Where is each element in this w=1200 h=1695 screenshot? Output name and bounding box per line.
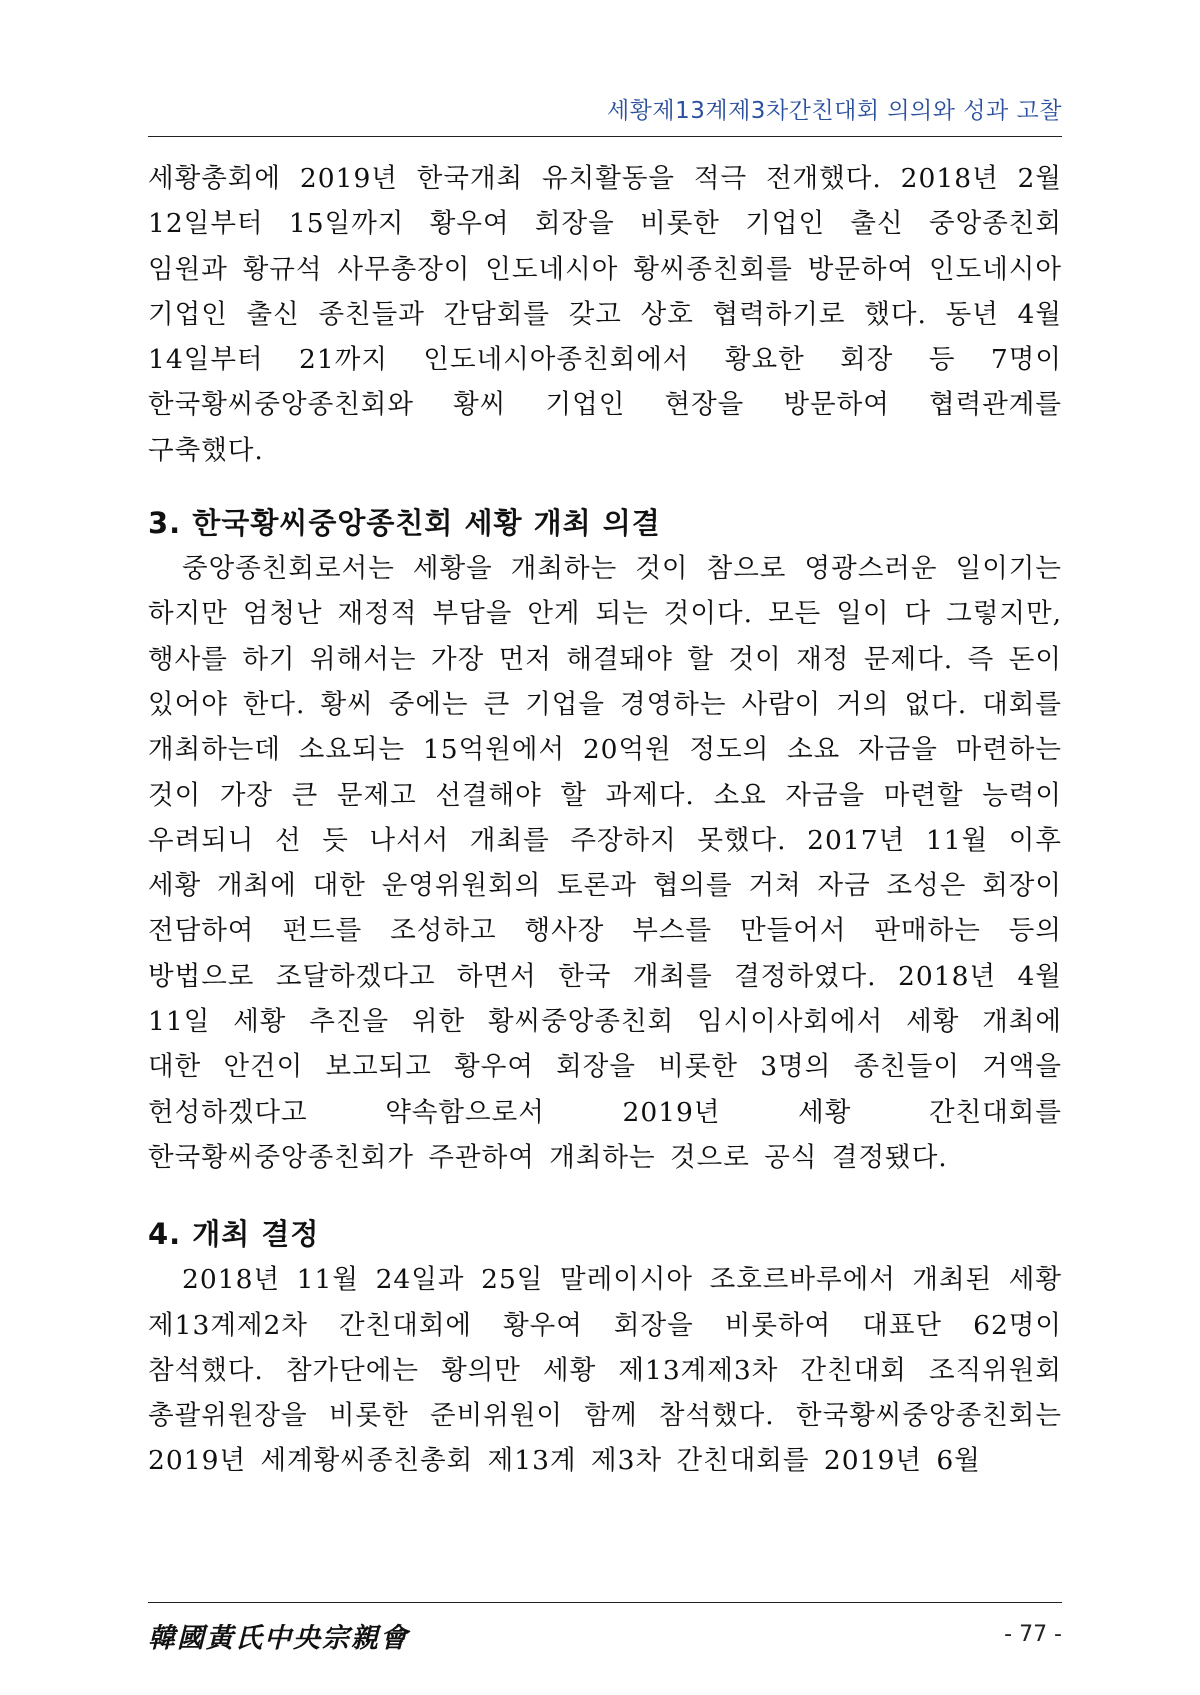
page-body <box>148 156 1062 1484</box>
footer-divider <box>148 1602 1062 1603</box>
running-header-title: 세황제13계제3차간친대회 의의와 성과 고찰 <box>606 98 1062 124</box>
section-3-paragraph: 중앙종친회로서는 세황을 개최하는 것이 참으로 영광스러운 일이기는 하지만 엄청난 재정적 부담을 안게 되는 것이다. 모든 일이 다 그렇지만, 행사를 하기 위해서는 가장 먼저 해결돼야 할 것이 재정 문제다. 즉 돈이 있어야 한다. 황씨 중에는 큰 기업을 경영하는 사람이 거의 없다. 대회를 개최하는데 소요되는 15억원에서 20억원 정도의 소요 자금을 마련하는 것이 가장 큰 문제고 선결해야 할 과제다. 소요 자금을 마련할 능력이 우려되니 선 듯 나서서 개최를 주장하지 못했다. 2017년 11월 이후 세황 개최에 대한 운영위원회의 토론과 협의를 거쳐 자금 조성은 회장이 전담하여 펀드를 조성하고 행사장 부스를 만들어서 판매하는 등의 방법으로 조달하겠다고 하면서 한국 개최를 결정하였다. 2018년 4월 11일 세황 추진을 위한 황씨중앙종친회 임시이사회에서 세황 개최에 대한 안건이 보고되고 황우여 회장을 비롯한 3명의 종친들이 거액을 헌성하겠다고 약속함으로서 2019년 세황 간친대회를 한국황씨중앙종친회가 주관하여 개최하는 것으로 공식 결정됐다. <box>148 553 1062 1173</box>
intro-paragraph: 세황총회에 2019년 한국개최 유치활동을 적극 전개했다. 2018년 2월 12일부터 15일까지 황우여 회장을 비롯한 기업인 출신 중앙종친회 임원과 황규석 사무총장이 인도네시아 황씨종친회를 방문하여 인도네시아 기업인 출신 종친들과 간담회를 갖고 상호 협력하기로 했다. 동년 4월 14일부터 21까지 인도네시아종친회에서 황요한 회장 등 7명이 한국황씨중앙종친회와 황씨 기업인 현장을 방문하여 협력관계를 구축했다. <box>148 163 1062 466</box>
section-4-heading: 4. 개최 결정 <box>148 1217 320 1252</box>
page-number: - 77 - <box>1004 1622 1062 1647</box>
footer-organization-logo: 韓國黃氏中央宗親會 <box>148 1623 409 1654</box>
section-3-heading: 3. 한국황씨중앙종친회 세황 개최 의결 <box>148 506 661 541</box>
section-4-paragraph: 2018년 11월 24일과 25일 말레이시아 조호르바루에서 개최된 세황 제13계제2차 간친대회에 황우여 회장을 비롯하여 대표단 62명이 참석했다. 참가단에는 황의만 세황 제13계제3차 간친대회 조직위원회 총괄위원장을 비롯한 준비위원이 함께 참석했다. 한국황씨중앙종친회는 2019년 세계황씨종친총회 제13계 제3차 간친대회를 2019년 6월 <box>148 1264 1062 1477</box>
header-divider <box>148 136 1062 137</box>
